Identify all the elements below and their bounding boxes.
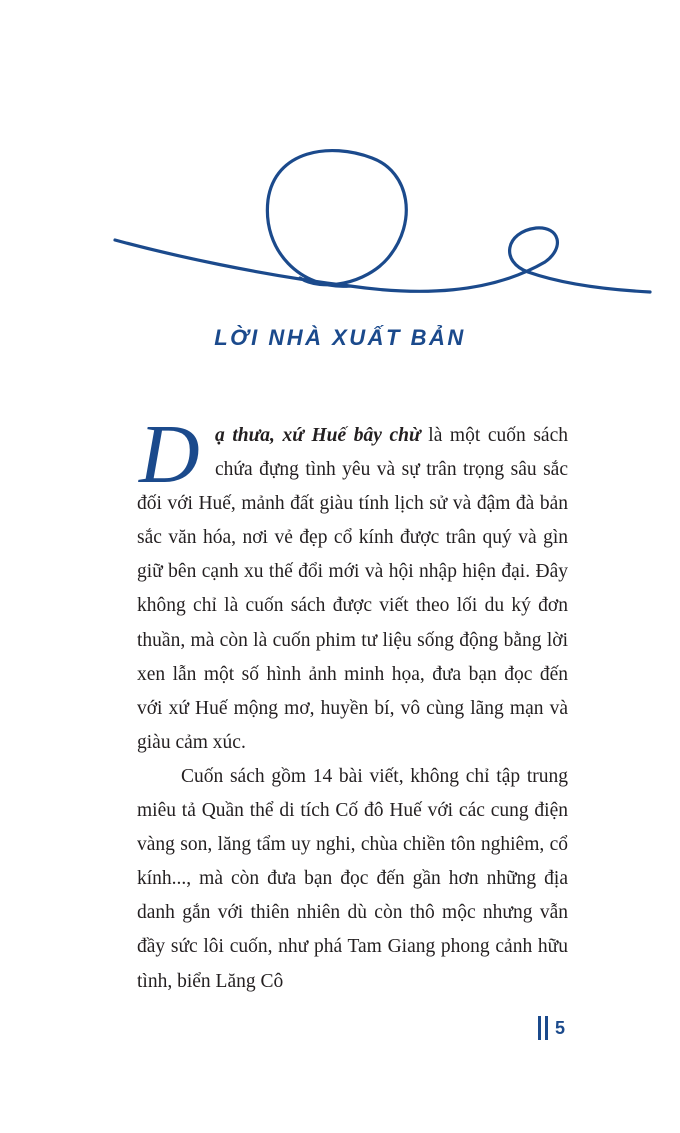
flourish-stroke — [115, 151, 650, 292]
page-folio — [538, 1013, 565, 1043]
body-text — [137, 408, 568, 999]
book-title: ạ thưa, xứ Huế bây chừ — [215, 425, 421, 446]
page-number: 5 — [555, 1017, 566, 1038]
paragraph-1 — [137, 408, 568, 760]
folio-bar — [538, 1016, 541, 1040]
drop-cap: D — [139, 408, 200, 501]
decorative-flourish — [0, 0, 680, 320]
folio-bar — [545, 1016, 548, 1040]
paragraph-2: Cuốn sách gồm 14 bài viết, không chỉ tập trung miêu tả Quần thể di tích Cố đô Huế với các cung điện vàng son, lăng tẩm uy nghi, chùa chiền tôn nghiêm, cổ kính..., mà còn đưa bạn đọc đến gần hơn những địa danh gắn với thiên nhiên dù còn thô mộc nhưng vẫn đầy sức lôi cuốn, như phá Tam Giang phong cảnh hữu tình, biển Lăng Cô — [137, 765, 568, 992]
folio-bars-icon — [538, 1016, 548, 1040]
section-heading: LỜI NHÀ XUẤT BẢN — [214, 325, 466, 350]
paragraph-1-text: là một cuốn sách chứa đựng tình yêu và sự trân trọng sâu sắc đối với Huế, mảnh đất giàu tính lịch sử và đậm đà bản sắc văn hóa, nơi vẻ đẹp cổ kính được trân quý và gìn giữ bên cạnh xu thế đổi mới và hội nhập hiện đại. Đây không chỉ là cuốn sách được viết theo lối du ký đơn thuần, mà còn là cuốn phim tư liệu sống động bằng lời xen lẫn một số hình ảnh minh họa, đưa bạn đọc đến với xứ Huế mộng mơ, huyền bí, vô cùng lãng mạn và giàu cảm xúc. — [137, 425, 568, 753]
